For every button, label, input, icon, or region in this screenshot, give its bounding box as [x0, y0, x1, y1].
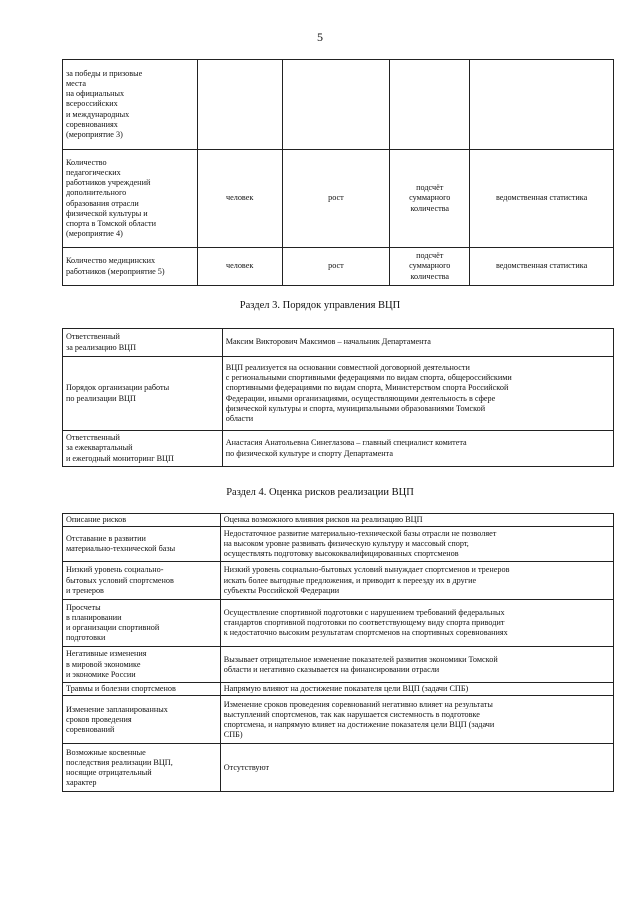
table-row: [63, 329, 614, 357]
source-cell: ведомственная статистика: [470, 150, 614, 248]
trend-cell: рост: [282, 150, 390, 248]
table-row: [63, 562, 614, 600]
indicators-table: [62, 59, 614, 286]
table-row: [63, 150, 614, 248]
impact-cell: Напрямую влияют на достижение показателя цели ВЦП (задачи СПБ): [220, 683, 613, 696]
risks-table: [62, 513, 614, 792]
risk-cell: Отставание в развитии материально-технической базы: [63, 527, 221, 562]
table-row: [63, 248, 614, 286]
risk-cell: Негативные изменения в мировой экономике и экономике России: [63, 647, 221, 683]
table-row: [63, 527, 614, 562]
section3-title: Раздел 3. Порядок управления ВЦП: [239, 300, 401, 311]
header-risk: Описание рисков: [63, 514, 221, 527]
page-number: 5: [317, 30, 323, 44]
table-row: [63, 696, 614, 744]
unit-cell: человек: [197, 150, 282, 248]
source-cell: ведомственная статистика: [470, 248, 614, 286]
indicator-cell: Количество медицинских работников (мероприятие 5): [63, 248, 198, 286]
indicator-cell: Количество педагогических работников учреждений дополнительного образования отрасли физической культуры и спорта в Томской области (мероприятие 4): [63, 150, 198, 248]
trend-cell: рост: [282, 248, 390, 286]
impact-cell: Осуществление спортивной подготовки с нарушением требований федеральных стандартов спортивной подготовки по соответствующему виду спорта приводит к недостаточно высоким результатам спортсменов на спортивных соревнованиях: [220, 600, 613, 647]
table-row: [63, 600, 614, 647]
table-header-row: [63, 514, 614, 527]
table-row: [63, 431, 614, 467]
impact-cell: Отсутствуют: [220, 744, 613, 792]
risk-cell: Возможные косвенные последствия реализации ВЦП, носящие отрицательный характер: [63, 744, 221, 792]
impact-cell: Недостаточное развитие материально-технической базы отрасли не позволяет на высоком уровне развивать физическую культуру и массовый спорт, осуществлять подготовку высококвалифицированных спортсменов: [220, 527, 613, 562]
method-cell: [390, 60, 470, 150]
table-row: [63, 647, 614, 683]
impact-cell: Низкий уровень социально-бытовых условий вынуждает спортсменов и тренеров искать более выгодные предложения, и приводит к переезду их в другие субъекты Российской Федерации: [220, 562, 613, 600]
impact-cell: Изменение сроков проведения соревнований негативно влияет на результаты выступлений спортсменов, так как нарушается системность в подготовке спортсмена, и напрямую влияет на достижение показателя цели ВЦП (задачи СПБ): [220, 696, 613, 744]
label-cell: Порядок организации работы по реализации ВЦП: [63, 357, 223, 431]
source-cell: [470, 60, 614, 150]
label-cell: Ответственный за реализацию ВЦП: [63, 329, 223, 357]
value-cell: Максим Викторович Максимов – начальник Департамента: [222, 329, 613, 357]
trend-cell: [282, 60, 390, 150]
method-cell: подсчёт суммарного количества: [390, 150, 470, 248]
management-table: [62, 328, 614, 467]
method-cell: подсчёт суммарного количества: [390, 248, 470, 286]
risk-cell: Изменение запланированных сроков проведения соревнований: [63, 696, 221, 744]
indicator-cell: за победы и призовые места на официальных всероссийских и международных соревнованиях (мероприятие 3): [63, 60, 198, 150]
unit-cell: [197, 60, 282, 150]
value-cell: Анастасия Анатольевна Синеглазова – главный специалист комитета по физической культуре и спорту Департамента: [222, 431, 613, 467]
risk-cell: Просчеты в планировании и организации спортивной подготовки: [63, 600, 221, 647]
risk-cell: Травмы и болезни спортсменов: [63, 683, 221, 696]
unit-cell: человек: [197, 248, 282, 286]
table-row: [63, 357, 614, 431]
table-row: [63, 683, 614, 696]
section4-title: Раздел 4. Оценка рисков реализации ВЦП: [226, 487, 414, 498]
impact-cell: Вызывает отрицательное изменение показателей развития экономики Томской области и негативно сказывается на финансировании отрасли: [220, 647, 613, 683]
table-row: [63, 60, 614, 150]
value-cell: ВЦП реализуется на основании совместной договорной деятельности с региональными спортивными федерациями по видам спорта, общероссийскими спортивными федерациями по видам спорта, Министерством спорта Российской Федерации, иными организациями, осуществляющими деятельность в сфере физической культуры и спорта, муниципальными образованиями Томской области: [222, 357, 613, 431]
table-row: [63, 744, 614, 792]
header-impact: Оценка возможного влияния рисков на реализацию ВЦП: [220, 514, 613, 527]
label-cell: Ответственный за ежеквартальный и ежегодный мониторинг ВЦП: [63, 431, 223, 467]
risk-cell: Низкий уровень социально- бытовых условий спортсменов и тренеров: [63, 562, 221, 600]
